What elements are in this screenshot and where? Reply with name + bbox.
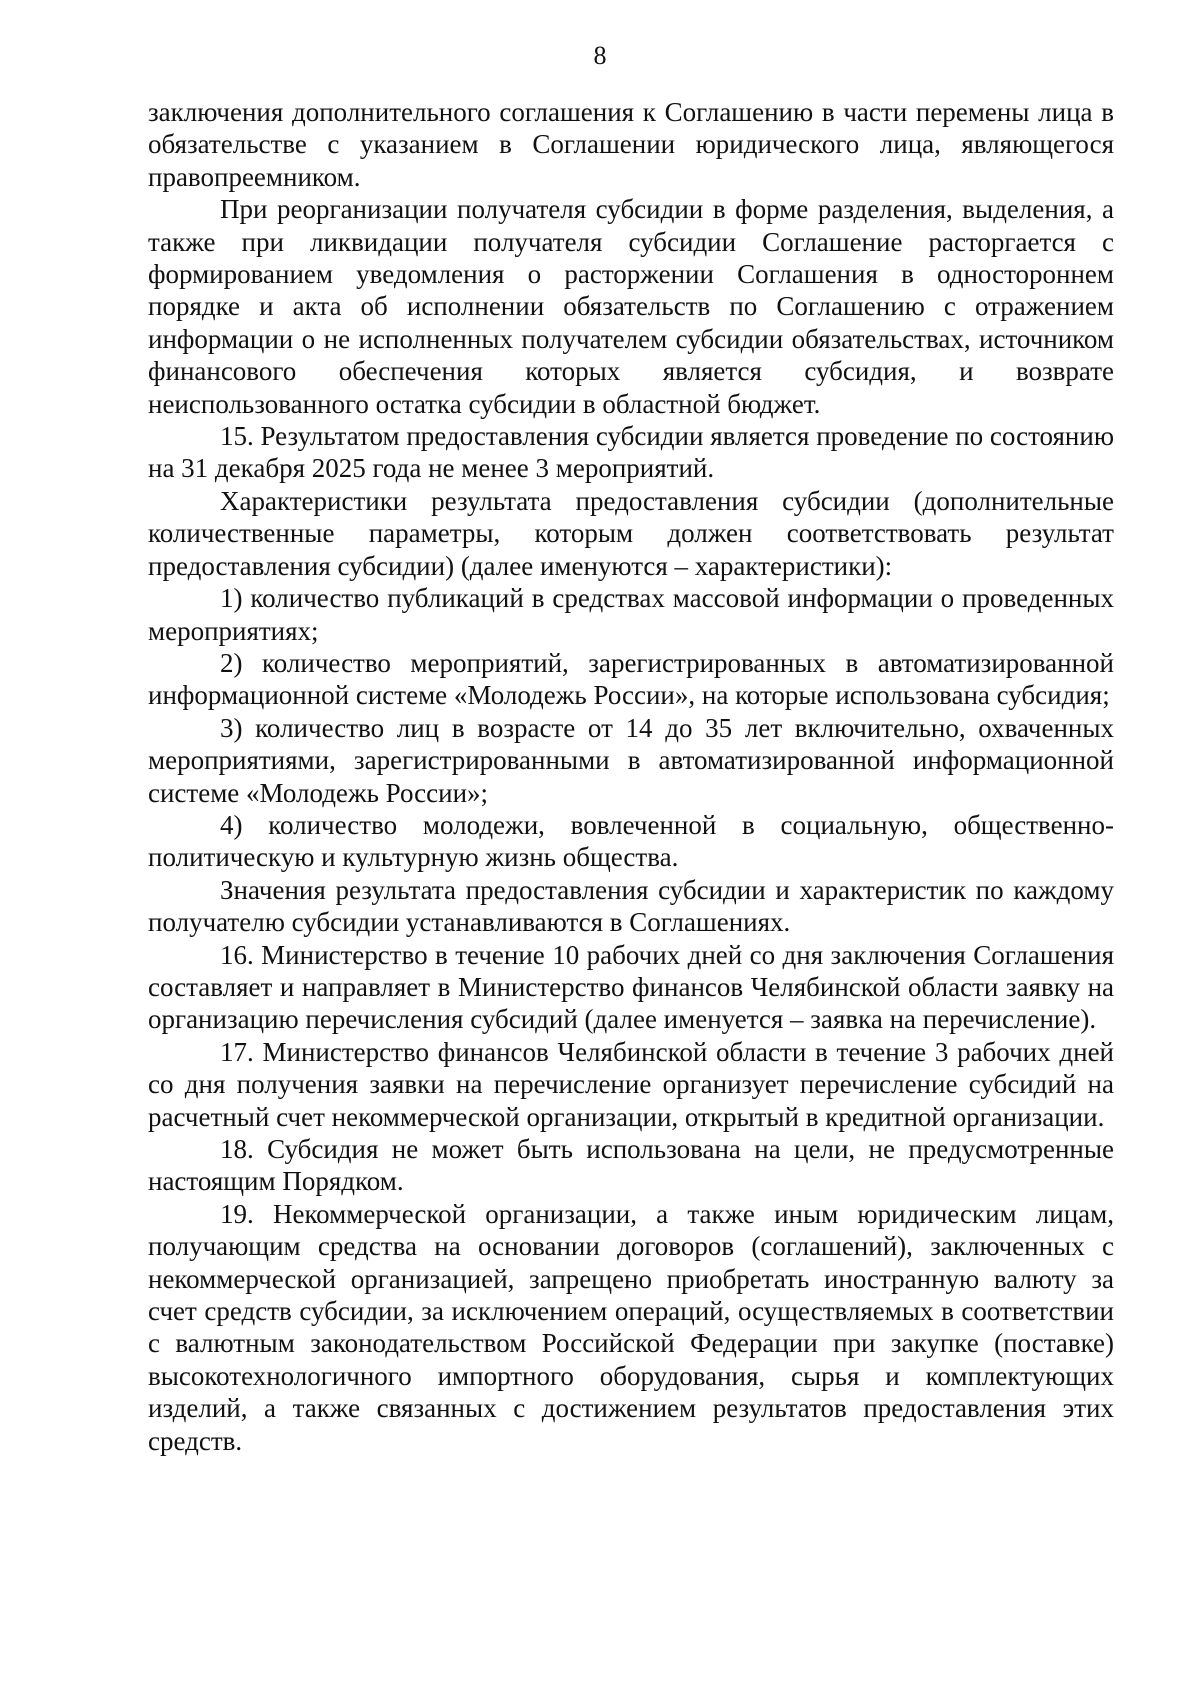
paragraph: 19. Некоммерческой организации, а также иным юридическим лицам, получающим средства на основании договоров (соглашений), заключенных с некоммерческой организацией, запрещено приобретать иностранную валюту за счет средств субсидии, за исключением операций, осуществляемых в соответствии с валютным законодательством Российской Федерации при закупке (поставке) высокотехнологичного импортного оборудования, сырья и комплектующих изделий, а также связанных с достижением результатов предоставления этих средств.	[148, 1198, 1114, 1456]
paragraph: 16. Министерство в течение 10 рабочих дней со дня заключения Соглашения составляет и направляет в Министерство финансов Челябинской области заявку на организацию перечисления субсидий (далее именуется – заявка на перечисление).	[148, 939, 1114, 1035]
paragraph: Характеристики результата предоставления субсидии (дополнительные количественные параметры, которым должен соответствовать результат предоставления субсидии) (далее именуются – характеристики):	[148, 485, 1114, 581]
paragraph: Значения результата предоставления субсидии и характеристик по каждому получателю субсидии устанавливаются в Соглашениях.	[148, 874, 1114, 938]
paragraph: 4) количество молодежи, вовлеченной в социальную, общественно-политическую и культурную жизнь общества.	[148, 809, 1114, 873]
paragraph: 17. Министерство финансов Челябинской области в течение 3 рабочих дней со дня получения заявки на перечисление организует перечисление субсидий на расчетный счет некоммерческой организации, открытый в кредитной организации.	[148, 1036, 1114, 1132]
page-number: 8	[593, 41, 607, 70]
paragraph: 18. Субсидия не может быть использована на цели, не предусмотренные настоящим Порядком.	[148, 1134, 1114, 1197]
paragraph: 15. Результатом предоставления субсидии является проведение по состоянию на 31 декабря 2025 года не менее 3 мероприятий.	[148, 421, 1114, 484]
paragraph: При реорганизации получателя субсидии в форме разделения, выделения, а также при ликвидации получателя субсидии Соглашение расторгается с формированием уведомления о расторжении Соглашения в одностороннем порядке и акта об исполнении обязательств по Соглашению с отражением информации о не исполненных получателем субсидии обязательствах, источником финансового обеспечения которых является субсидия, и возврате неиспользованного остатка субсидии в областной бюджет.	[148, 194, 1114, 419]
paragraph: 3) количество лиц в возрасте от 14 до 35 лет включительно, охваченных мероприятиями, зарегистрированными в автоматизированной информационной системе «Молодежь России»;	[148, 712, 1114, 808]
paragraph: 2) количество мероприятий, зарегистрированных в автоматизированной информационной системе «Молодежь России», на которые использована субсидия;	[148, 647, 1114, 711]
paragraph: 1) количество публикаций в средствах массовой информации о проведенных мероприятиях;	[148, 583, 1114, 646]
document-body	[148, 96, 1114, 1457]
paragraph: заключения дополнительного соглашения к Соглашению в части перемены лица в обязательстве с указанием в Соглашении юридического лица, являющегося правопреемником.	[148, 97, 1114, 192]
